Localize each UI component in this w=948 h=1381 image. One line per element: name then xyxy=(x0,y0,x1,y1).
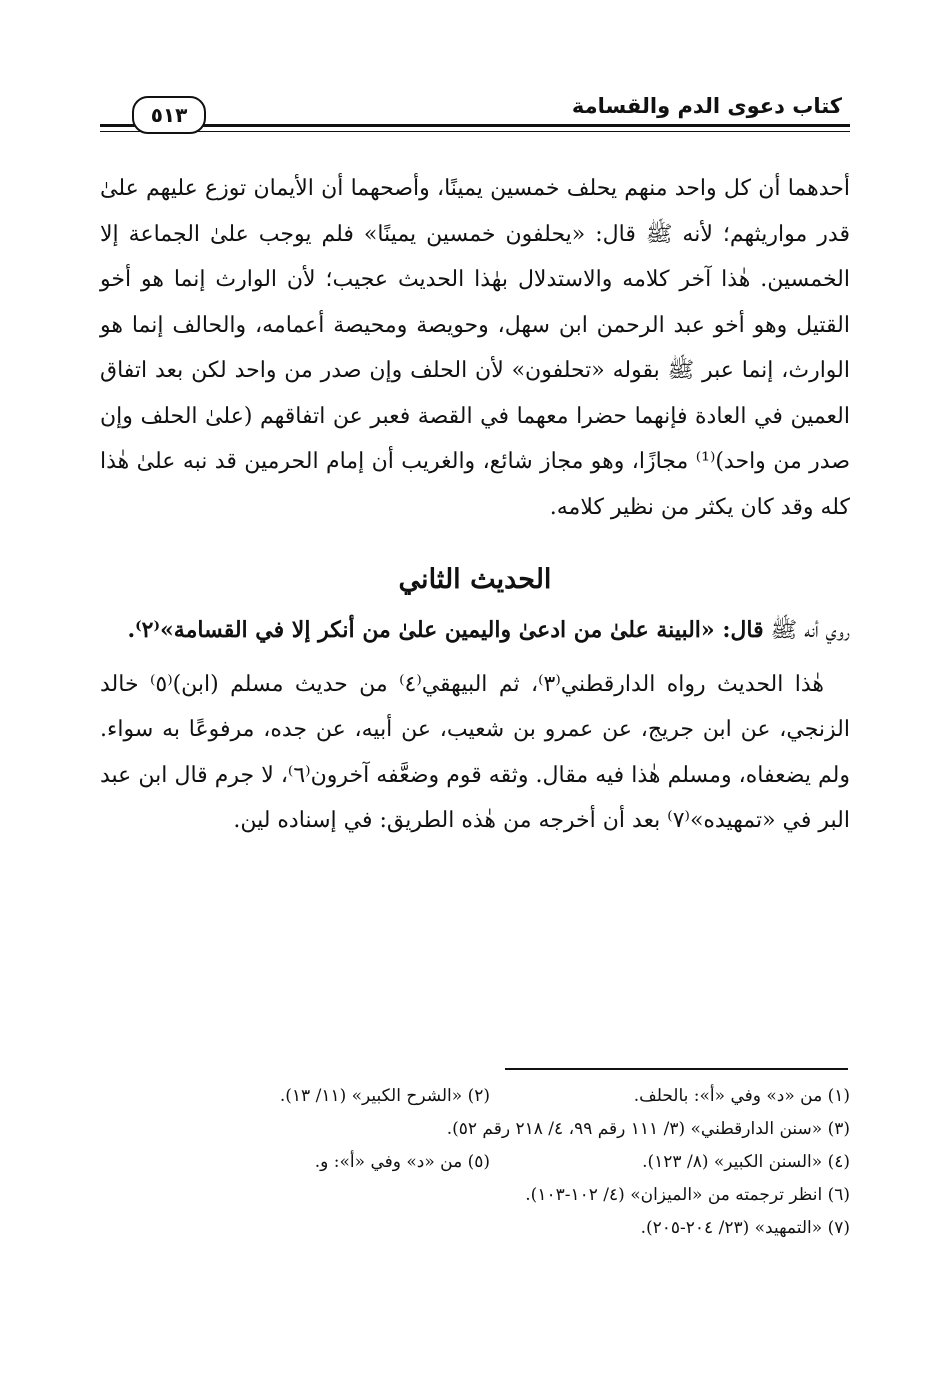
footnote-row xyxy=(100,1080,850,1113)
footnote-4: (٤) «السنن الكبير» (٨/ ١٢٣). xyxy=(642,1152,850,1172)
paragraph-2: هٰذا الحديث رواه الدارقطني⁽٣⁾، ثم البيهقي⁽٤⁾ من حديث مسلم (ابن)⁽٥⁾ خالد الزنجي، عن ابن جريج، عن عمرو بن شعيب، عن أبيه، عن جده، مرفوعًا به سواء. ولم يضعفاه، ومسلم هٰذا فيه مقال. وثقه قوم وضعَّفه آخرون⁽٦⁾، لا جرم قال ابن عبد البر في «تمهيده»⁽٧⁾ بعد أن أخرجه من هٰذه الطريق: في إسناده لين. xyxy=(100,671,850,833)
main-text xyxy=(100,166,850,844)
footnotes xyxy=(100,1080,850,1245)
footnote-row xyxy=(100,1212,850,1245)
running-title: كتاب دعوى الدم والقسامة xyxy=(571,94,842,118)
footnote-row xyxy=(100,1113,850,1146)
header-rule xyxy=(100,124,850,132)
page-number: ٥١٣ xyxy=(132,96,206,134)
paragraph-1: أحدهما أن كل واحد منهم يحلف خمسين يمينًا، وأصحهما أن الأيمان توزع عليهم علىٰ قدر مواريثهم؛ لأنه ﷺ قال: «يحلفون خمسين يمينًا» فلم يوجب علىٰ الجماعة إلا الخمسين. هٰذا آخر كلامه والاستدلال بهٰذا الحديث عجيب؛ لأن الوارث إنما هو أخو القتيل وهو أخو عبد الرحمن ابن سهل، وحويصة ومحيصة أعمامه، والحالف إنما هو الوارث، إنما عبر ﷺ بقوله «تحلفون» لأن الحلف وإن صدر من واحد لكن بعد اتفاق العمين في العادة فإنهما حضرا معهما في القصة فعبر عن اتفاقهم (علىٰ الحلف وإن صدر من واحد)⁽¹⁾ مجازًا، وهو مجاز شائع، والغريب أن إمام الحرمين قد نبه علىٰ هٰذا كله وقد كان يكثر من نظير كلامه. xyxy=(100,176,850,520)
footnote-6: (٦) انظر ترجمته من «الميزان» (٤/ ١٠٢-١٠٣). xyxy=(525,1185,850,1205)
footnote-7: (٧) «التمهيد» (٢٣/ ٢٠٤-٢٠٥). xyxy=(640,1218,850,1238)
footnote-2: (٢) «الشرح الكبير» (١١/ ١٣). xyxy=(279,1086,490,1106)
hadith-paragraph xyxy=(100,608,850,654)
section-heading: الحديث الثاني xyxy=(398,564,552,595)
footnote-row xyxy=(100,1146,850,1179)
footnote-1: (١) من «د» وفي «أ»: بالحلف. xyxy=(633,1086,850,1106)
footnote-3: (٣) «سنن الدارقطني» (٣/ ١١١ رقم ٩٩، ٤/ ٢١٨ رقم ٥٢). xyxy=(446,1119,850,1139)
hadith-prefix: روي أنه ﷺ xyxy=(763,618,850,643)
footnote-separator xyxy=(505,1068,848,1070)
footnote-5: (٥) من «د» وفي «أ»: و. xyxy=(314,1152,490,1172)
page-header xyxy=(100,88,850,138)
footnote-row xyxy=(100,1179,850,1212)
hadith-text: قال: «البينة علىٰ من ادعىٰ واليمين علىٰ من أنكر إلا في القسامة»⁽٢⁾. xyxy=(127,617,764,643)
